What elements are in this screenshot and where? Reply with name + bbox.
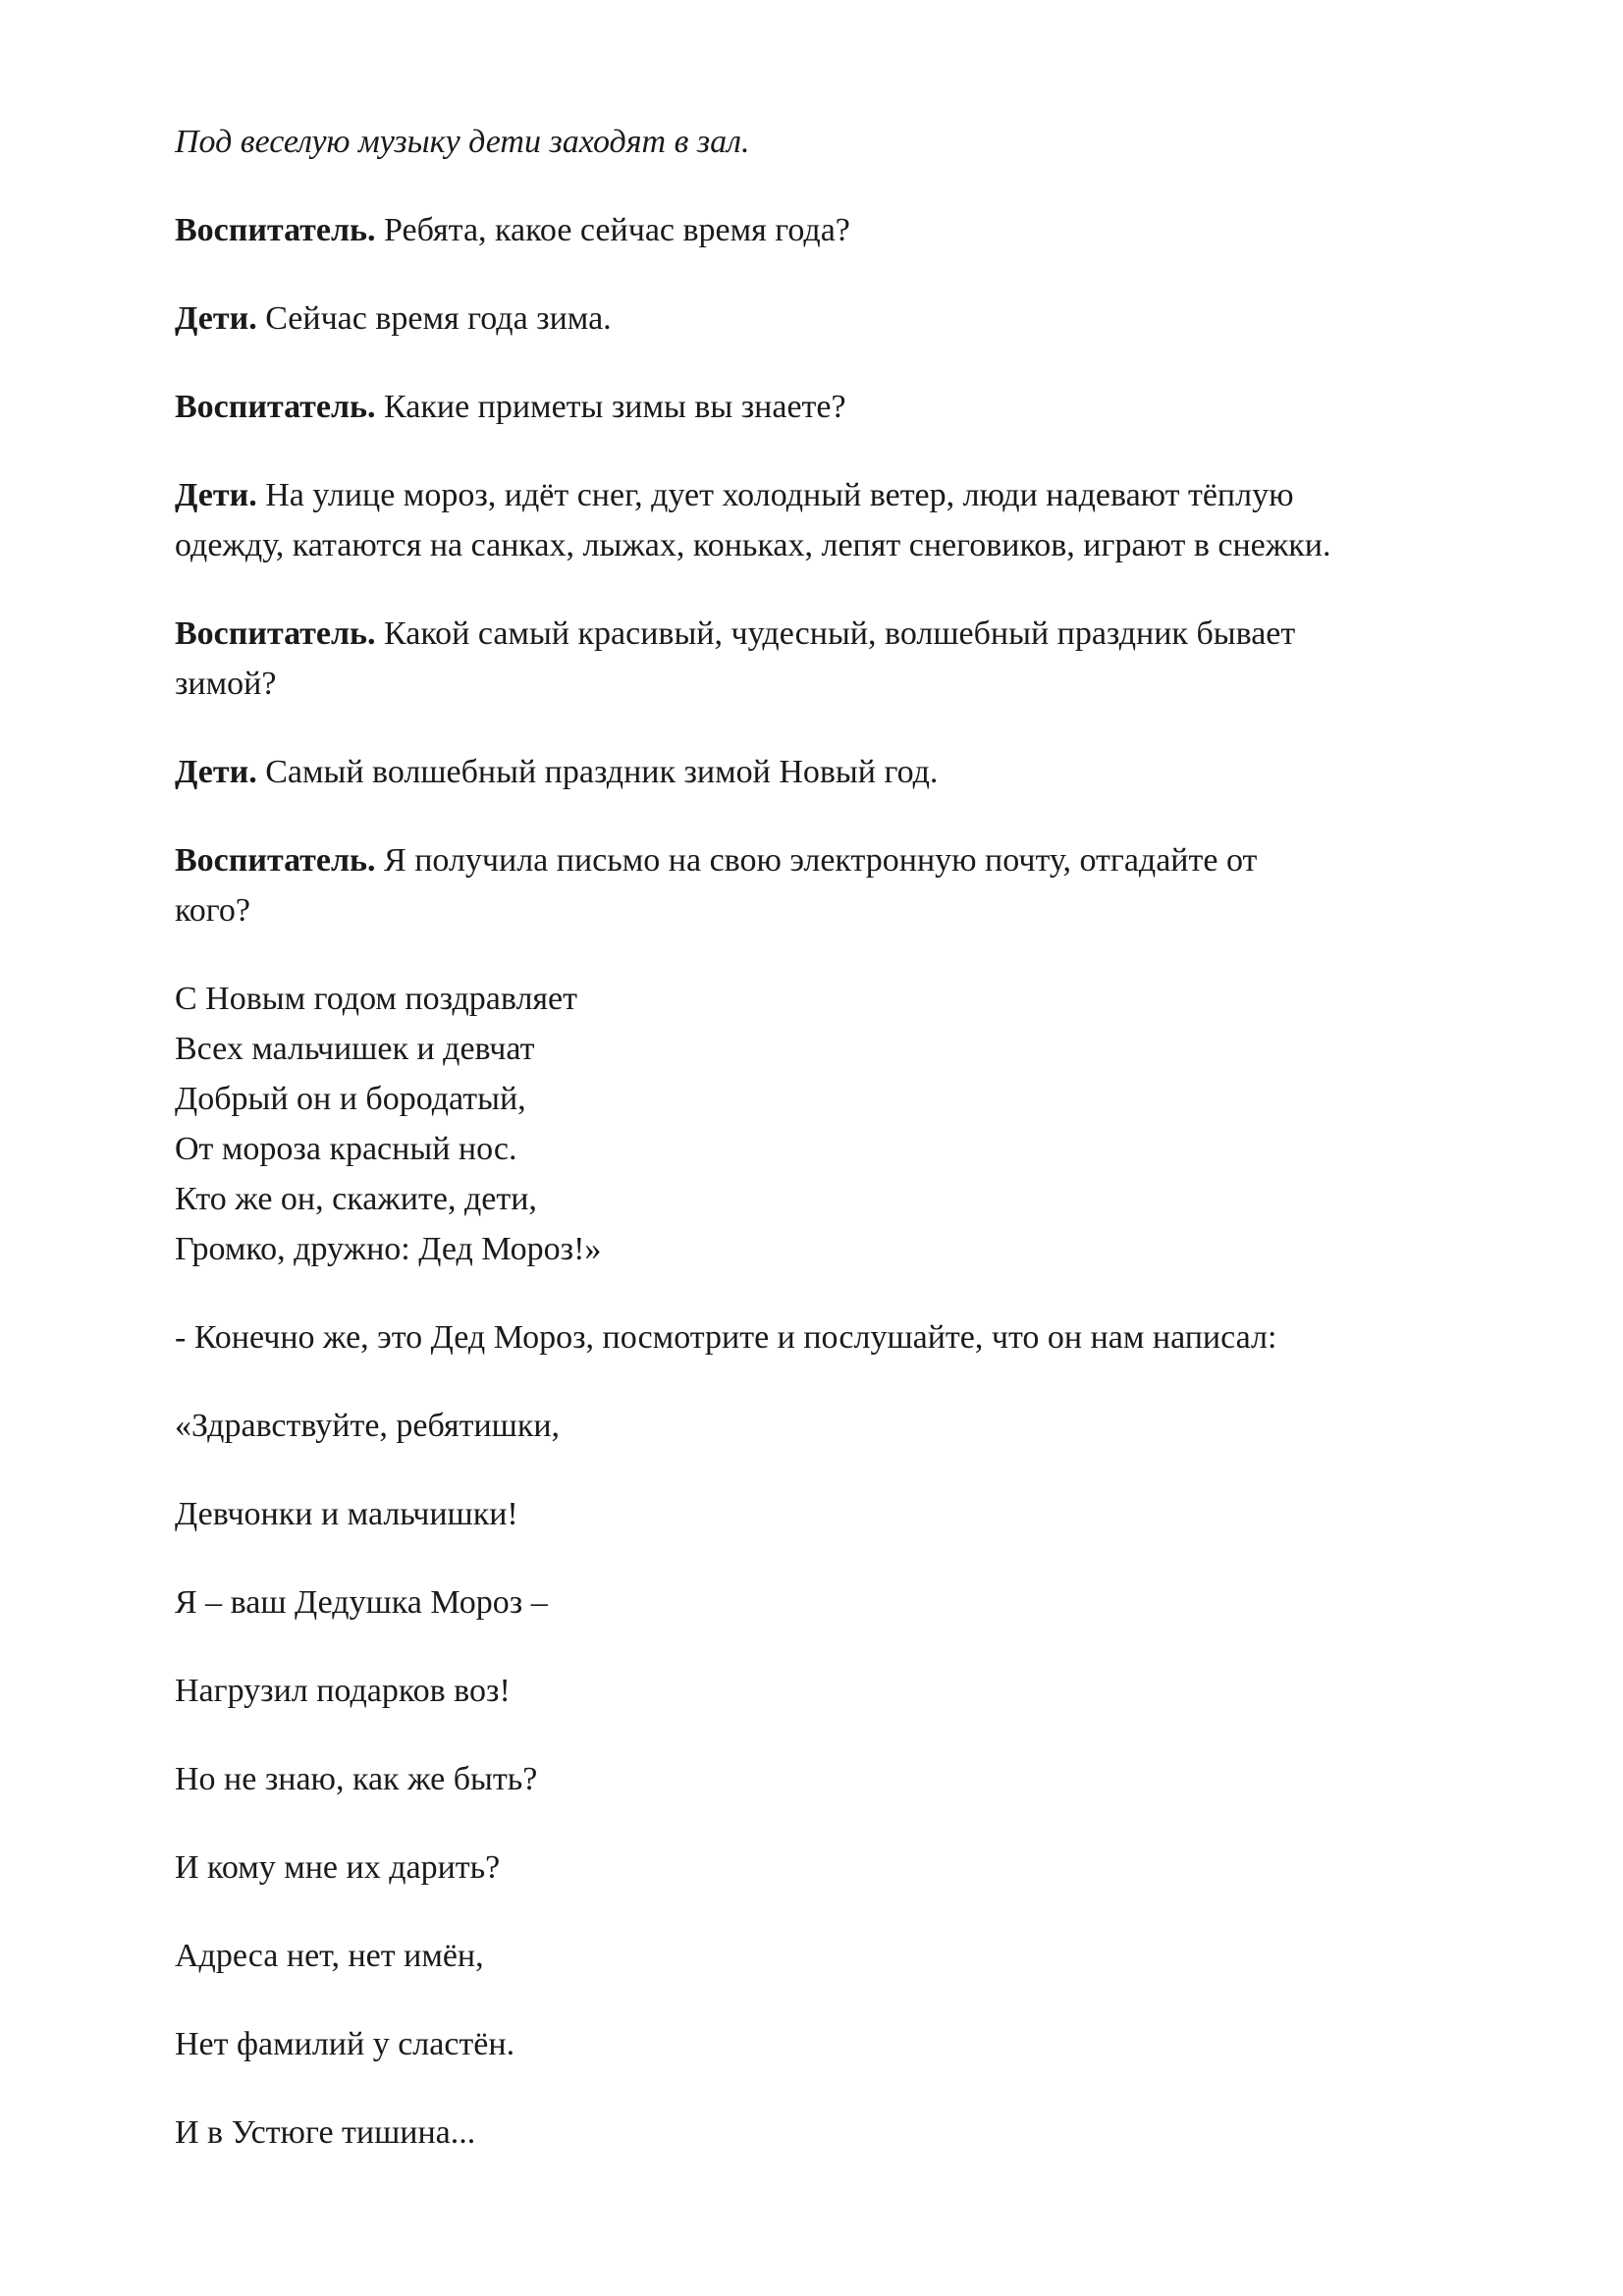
riddle-line: Громко, дружно: Дед Мороз!»: [175, 1231, 602, 1267]
letter-line: Нет фамилий у сластён.: [175, 2026, 515, 2062]
stage-direction: Под веселую музыку дети заходят в зал.: [175, 124, 750, 160]
riddle-line: Всех мальчишек и девчат: [175, 1031, 535, 1067]
letter-line: И кому мне их дарить?: [175, 1849, 501, 1886]
dialogue-line-5: [175, 617, 1295, 651]
letter-line: «Здравствуйте, ребятишки,: [175, 1408, 561, 1444]
dialogue-continuation: зимой?: [175, 666, 277, 702]
riddle-line: С Новым годом поздравляет: [175, 981, 577, 1017]
speaker-label: Дети.: [175, 754, 257, 790]
letter-line: Адреса нет, нет имён,: [175, 1938, 484, 1974]
speaker-label: Дети.: [175, 300, 257, 337]
dialogue-line-1: [175, 214, 850, 247]
dialogue-text: Ребята, какое сейчас время года?: [375, 212, 850, 248]
dialogue-line-7: [175, 844, 1257, 878]
dialogue-line-3: [175, 391, 846, 424]
dialogue-text: Самый волшебный праздник зимой Новый год.: [256, 754, 939, 790]
letter-line: Девчонки и мальчишки!: [175, 1496, 518, 1532]
letter-line: Но не знаю, как же быть?: [175, 1761, 538, 1797]
dialogue-line-6: [175, 756, 938, 789]
letter-line: Я – ваш Дедушка Мороз –: [175, 1584, 548, 1621]
dialogue-text: На улице мороз, идёт снег, дует холодный ветер, люди надевают тёплую: [256, 477, 1294, 513]
letter-line: И в Устюге тишина...: [175, 2114, 476, 2151]
speaker-label: Воспитатель.: [175, 842, 376, 879]
dialogue-line-2: [175, 302, 612, 336]
dialogue-continuation: одежду, катаются на санках, лыжах, коньках, лепят снеговиков, играют в снежки.: [175, 527, 1331, 563]
letter-line: Нагрузил подарков воз!: [175, 1673, 511, 1709]
riddle-line: Добрый он и бородатый,: [175, 1081, 526, 1117]
dialogue-text: Какой самый красивый, чудесный, волшебный праздник бывает: [375, 615, 1296, 652]
riddle-line: Кто же он, скажите, дети,: [175, 1181, 537, 1217]
dialogue-continuation: кого?: [175, 892, 250, 929]
speaker-label: Воспитатель.: [175, 615, 376, 652]
speaker-label: Воспитатель.: [175, 212, 376, 248]
dialogue-line-4: [175, 479, 1293, 512]
intro-line: - Конечно же, это Дед Мороз, посмотрите и послушайте, что он нам написал:: [175, 1319, 1277, 1356]
riddle-line: От мороза красный нос.: [175, 1131, 517, 1167]
dialogue-text: Я получила письмо на свою электронную почту, отгадайте от: [375, 842, 1258, 879]
dialogue-text: Какие приметы зимы вы знаете?: [375, 389, 846, 425]
dialogue-text: Сейчас время года зима.: [256, 300, 612, 337]
speaker-label: Воспитатель.: [175, 389, 376, 425]
speaker-label: Дети.: [175, 477, 257, 513]
